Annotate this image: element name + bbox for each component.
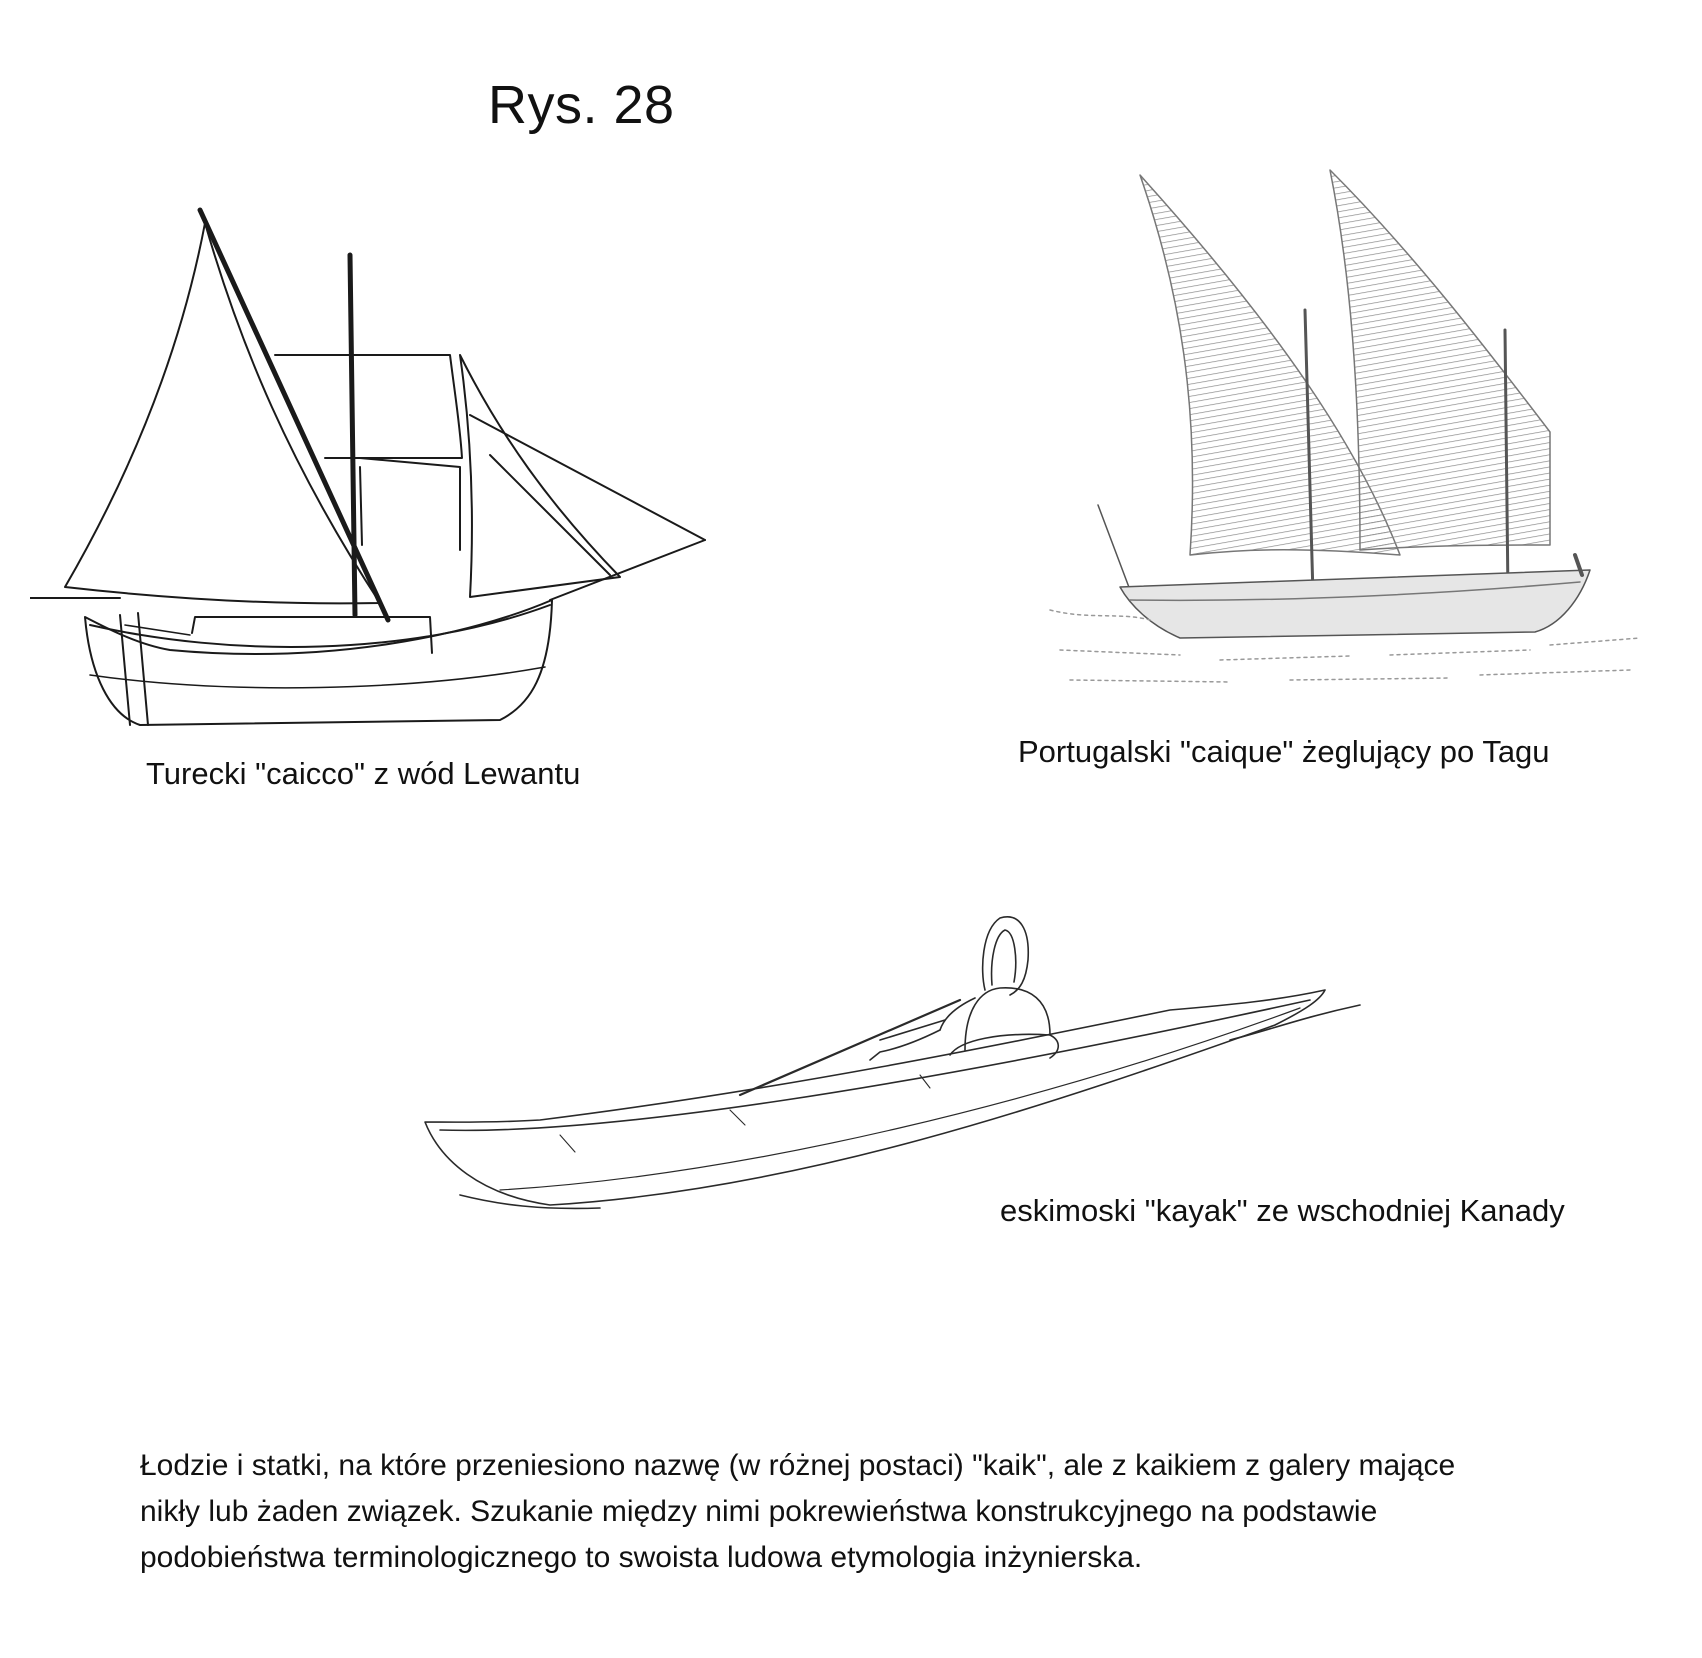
caicco-drawing (30, 205, 710, 745)
caption-caicco: Turecki "caicco" z wód Lewantu (146, 756, 581, 791)
description-line: nikły lub żaden związek. Szukanie między nimi pokrewieństwa konstrukcyjnego na podstawie (140, 1495, 1378, 1528)
description-line: Łodzie i statki, na które przeniesiono nazwę (w różnej postaci) "kaik", ale z kaikiem z galery mające (140, 1449, 1456, 1482)
caique-drawing (1030, 150, 1650, 690)
caption-kayak: eskimoski "kayak" ze wschodniej Kanady (1000, 1193, 1565, 1228)
figure-title: Rys. 28 (488, 75, 675, 135)
caption-caique: Portugalski "caique" żeglujący po Tagu (1018, 734, 1550, 769)
figure-description (140, 1443, 1620, 1581)
description-line: podobieństwa terminologicznego to swoista ludowa etymologia inżynierska. (140, 1541, 1143, 1574)
